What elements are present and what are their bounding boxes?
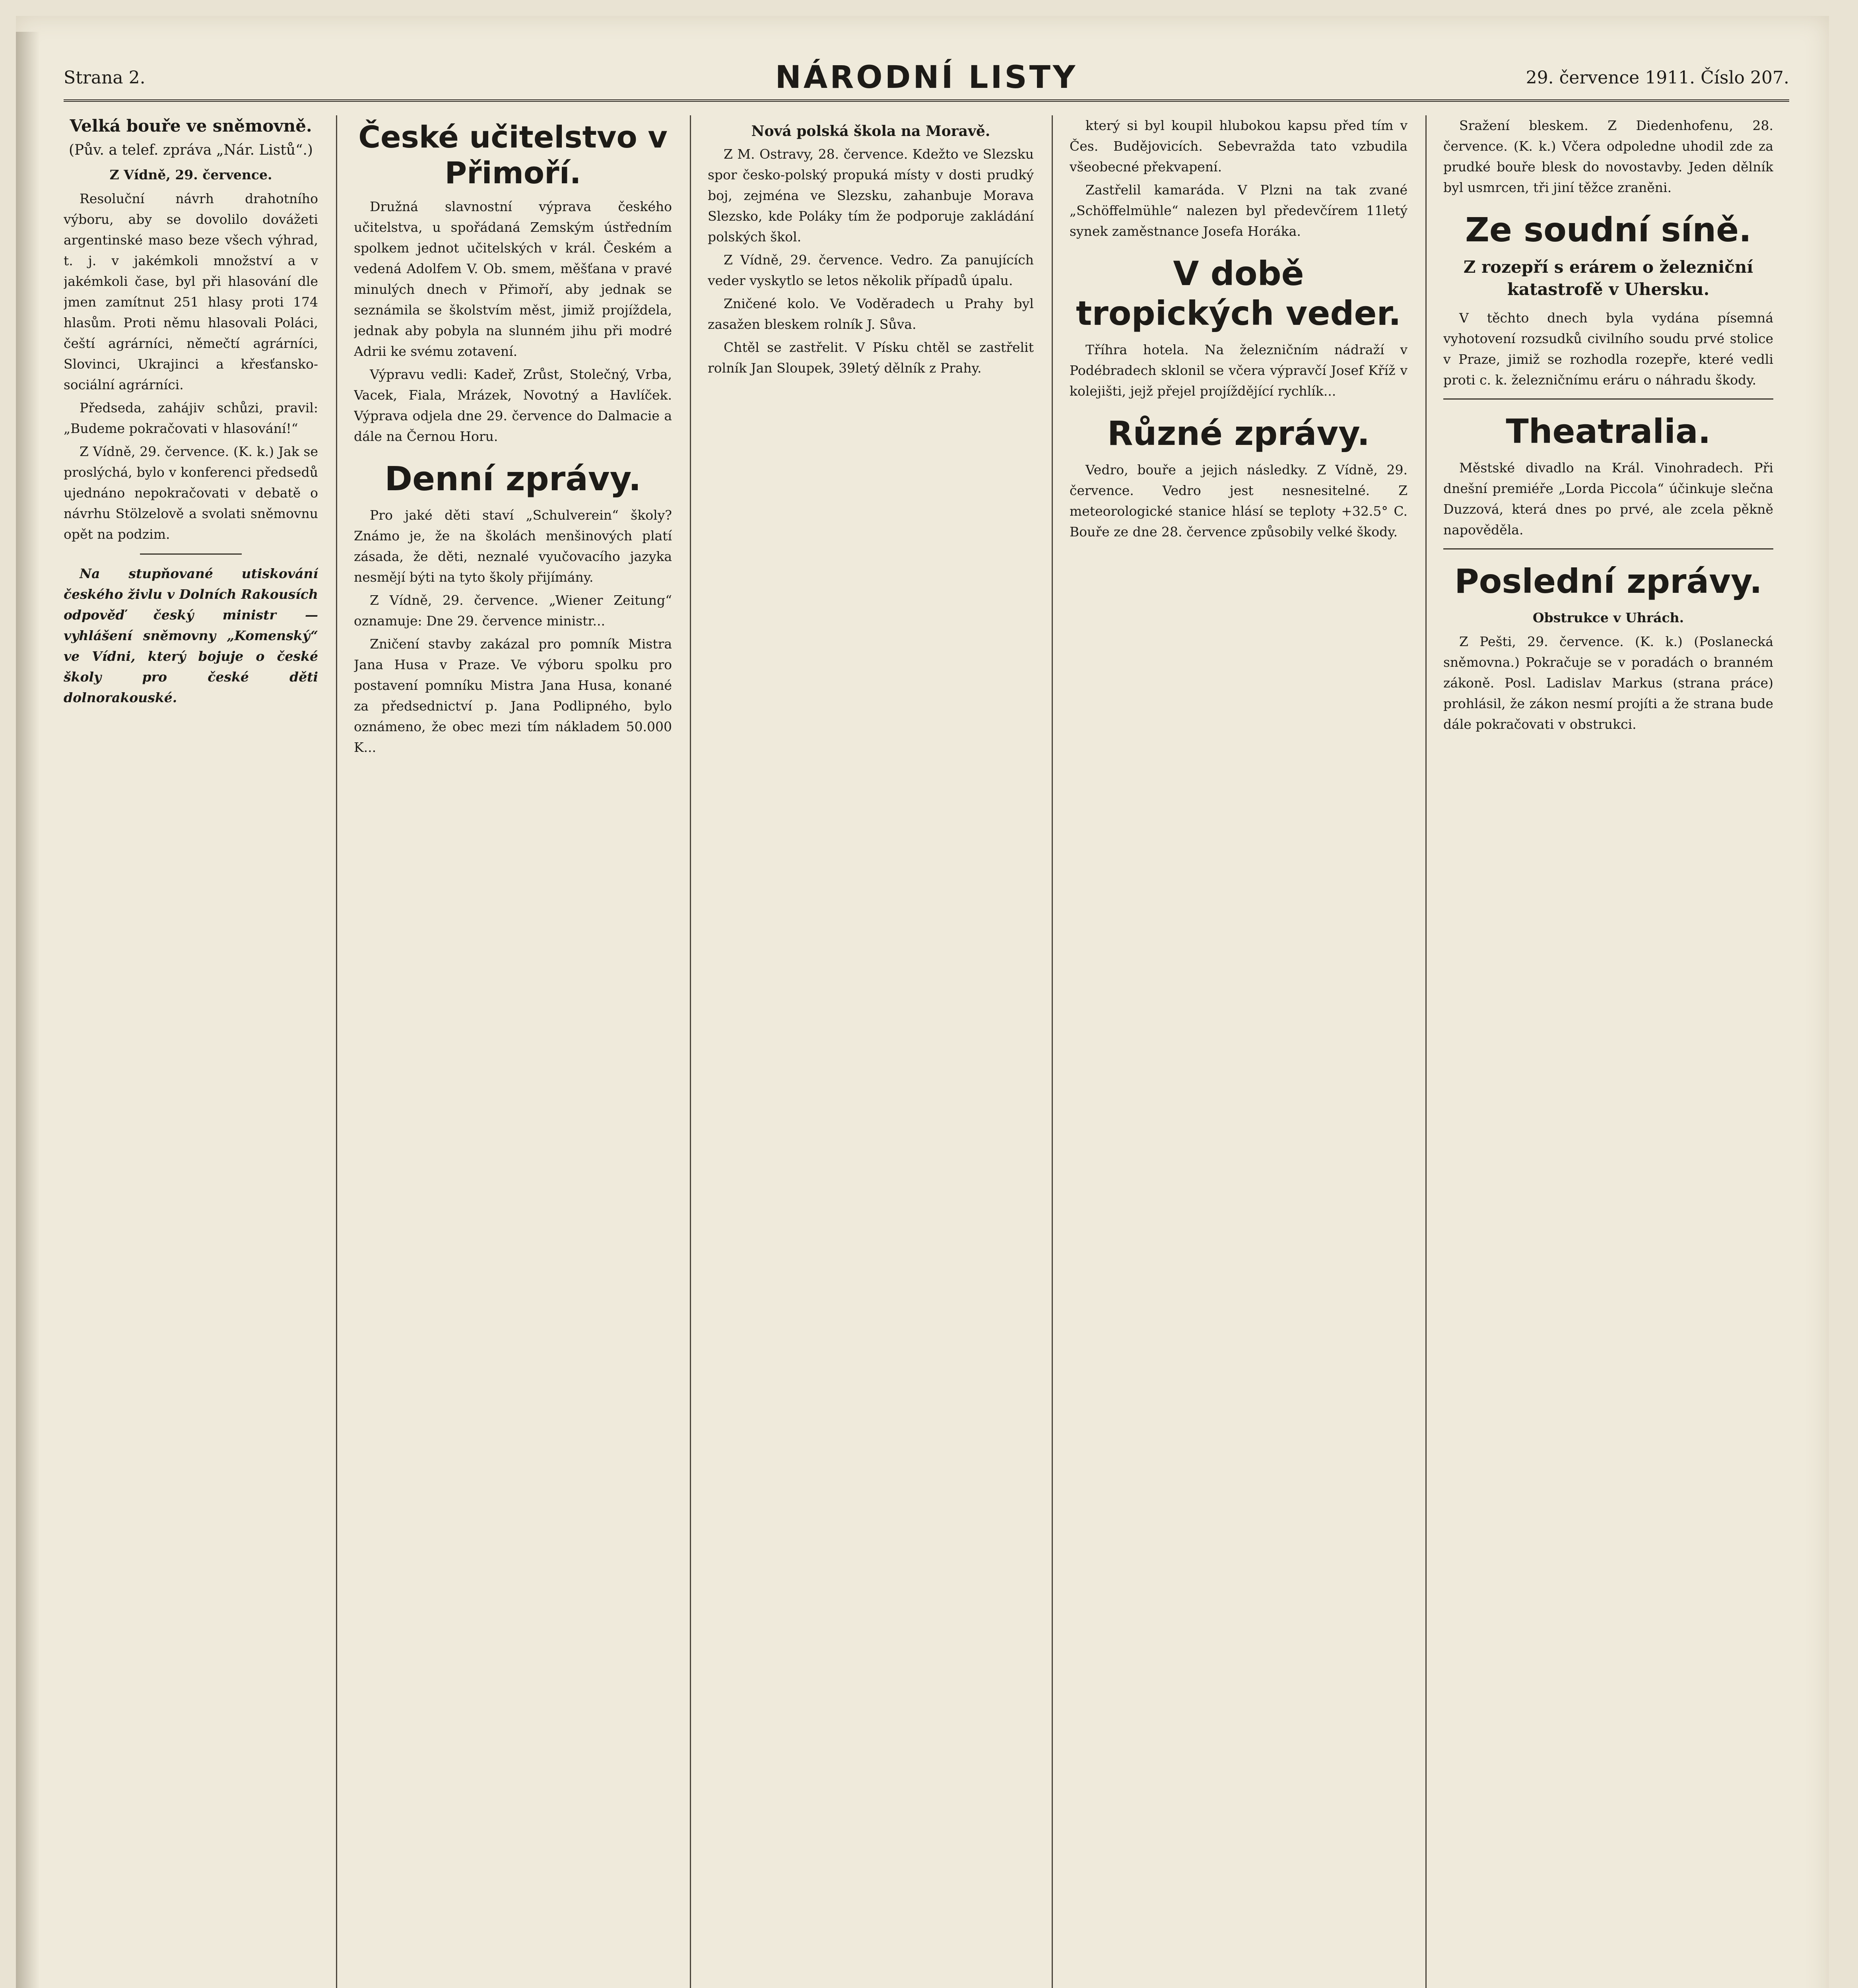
section-subheadline: Z rozepří s erárem o železniční katastrofě v Uhersku. (1463, 257, 1753, 299)
article-paragraph: Z Pešti, 29. července. (K. k.) (Poslanecká sněmovna.) Pokračuje se v poradách o branném zákoně. Posl. Ladislav Markus (strana práce) prohlásil, že zákon nesmí projíti a že strana bude dále pokračovati v obstrukci. (1443, 634, 1773, 732)
page-fold-shadow (16, 32, 40, 1988)
section-subheadline: Obstrukce v Uhrách. (1532, 610, 1684, 625)
article-paragraph: Družná slavnostní výprava českého učitelstva, u spořádaná Zemským ústředním spolkem jednot učitelských v král. Českém a vedená Adolfem V. Ob. smem, měšťana v pravé minulých dnech v Přimoří, aby jednak se seznámila se školstvím měst, jimiž projíždela, jednak aby pobyla na slunném jihu při modré Adrii ke svému zotavení. (354, 199, 672, 359)
column-rule (1425, 115, 1427, 1988)
article-paragraph: V těchto dnech byla vydána písemná vyhotovení rozsudků civilního soudu prvé stolice v Praze, jimiž se rozhodla rozepře, které vedli proti c. k. železničnímu eráru o náhradu škody. (1443, 310, 1773, 388)
newspaper-page (16, 16, 1829, 1988)
column-rule (690, 115, 691, 1988)
section-divider (1443, 548, 1773, 549)
article-dateline: Z Vídně, 29. července. (109, 167, 272, 182)
section-headline: Theatralia. (1506, 412, 1711, 451)
article-paragraph: Z Vídně, 29. července. (K. k.) Jak se proslýchá, bylo v konferenci předsedů ujednáno nepokračovati v debatě o návrhu Stölzelově a svolati sněmovnu opět na podzim. (64, 444, 318, 542)
section-divider (1443, 398, 1773, 400)
article-paragraph: Chtěl se zastřelit. V Písku chtěl se zastřelit rolník Jan Sloupek, 39letý dělník z Prahy. (708, 340, 1034, 376)
article-paragraph: Z Vídně, 29. července. Vedro. Za panujících veder vyskytlo se letos několik případů úpalu. (708, 252, 1034, 288)
section-headline: Poslední zprávy. (1454, 562, 1762, 601)
column-rule (1052, 115, 1053, 1988)
article-paragraph: Předseda, zahájiv schůzi, pravil: „Budeme pokračovati v hlasování!“ (64, 400, 318, 436)
article-headline: Nová polská škola na Moravě. (751, 123, 990, 140)
article-paragraph: Výpravu vedli: Kadeř, Zrůst, Stolečný, Vrba, Vacek, Fiala, Mrázek, Novotný a Havlíček. Výprava odjela dne 29. července do Dalmacie a dále na Černou Horu. (354, 367, 672, 444)
article-paragraph: Pro jaké děti staví „Schulverein“ školy? Známo je, že na školách menšinových platí zásada, že děti, neznalé vyučovacího jazyka nesmějí býti na tyto školy přijímány. (354, 507, 672, 585)
article-paragraph: Z Vídně, 29. července. „Wiener Zeitung“ oznamuje: Dne 29. července ministr... (354, 592, 672, 629)
article-paragraph: Zničení stavby zakázal pro pomník Mistra Jana Husa v Praze. Ve výboru spolku pro postavení pomníku Mistra Jana Husa, konané za předsednictví p. Jana Podlipného, bylo oznámeno, že obec mezi tím nákladem 50.000 K... (354, 636, 672, 755)
section-headline: Denní zprávy. (384, 459, 641, 498)
article-paragraph: Městské divadlo na Král. Vinohradech. Při dnešní premiéře „Lorda Piccola“ účinkuje slečna Duzzová, která dnes po prvé, ale zcela pěkně napověděla. (1443, 460, 1773, 538)
article-paragraph: Sražení bleskem. Z Diedenhofenu, 28. července. (K. k.) Včera odpoledne uhodil zde za prudké bouře blesk do novostavby. Jeden dělník byl usmrcen, tři jiní těžce zraněni. (1443, 118, 1773, 195)
section-headline: Různé zprávy. (1107, 414, 1370, 453)
issue-date: 29. července 1911. Číslo 207. (1526, 68, 1789, 88)
article-source: (Pův. a telef. zpráva „Nár. Listů“.) (69, 142, 313, 158)
column-5 (1443, 115, 1773, 1988)
article-headline: Velká bouře ve sněmovně. (70, 116, 312, 136)
masthead (64, 52, 1789, 102)
column-4 (1070, 115, 1408, 1988)
section-headline: V době tropických veder. (1076, 254, 1401, 333)
article-headline: České učitelstvo v Přimoří. (358, 119, 668, 190)
article-paragraph: Resoluční návrh drahotního výboru, aby se dovolilo dovážeti argentinské maso beze všech výhrad, t. j. v jakémkoli množství a v jakémkoli čase, byl při hlasování dle jmen zamítnut 251 hlasy proti 174 hlasům. Proti němu hlasovali Poláci, čeští agrárníci, němečtí agrárníci, Slovinci, Ukrajinci a křesťansko-sociální agrárníci. (64, 191, 318, 392)
column-1 (64, 115, 318, 1988)
article-paragraph: Vedro, bouře a jejich následky. Z Vídně, 29. července. Vedro jest nesnesitelné. Z meteorologické stanice hlásí se teploty +32.5° C. Bouře ze dne 28. července způsobily velké škody. (1070, 462, 1408, 540)
article-paragraph: Tříhra hotela. Na železničním nádraží v Podébradech sklonil se včera výpravčí Josef Kříž v kolejišti, jejž přejel projíždějící rychlík... (1070, 342, 1408, 399)
column-rule (336, 115, 337, 1988)
newspaper-title: NÁRODNÍ LISTY (775, 60, 1078, 95)
column-3 (708, 115, 1034, 1988)
article-paragraph: Z M. Ostravy, 28. července. Kdežto ve Slezsku spor česko-polský propuká místy v dosti prudký boj, zejména ve Slezsku, zahanbuje Morava Slezsko, kde Poláky tím že podporuje zakládání polských škol. (708, 146, 1034, 245)
article-paragraph: Zničené kolo. Ve Voděradech u Prahy byl zasažen bleskem rolník J. Sůva. (708, 296, 1034, 332)
column-2 (354, 115, 672, 1988)
article-paragraph: který si byl koupil hlubokou kapsu před tím v Čes. Budějovicích. Sebevražda tato vzbudila všeobecné překvapení. (1070, 118, 1408, 175)
section-divider (140, 553, 242, 555)
closing-note: Na stupňované utiskování českého živlu v Dolních Rakousích odpověď český ministr — vyhlášení sněmovny „Komenský“ ve Vídni, který bojuje o české školy pro české děti dolnorakouské. (64, 566, 318, 705)
page-number: Strana 2. (64, 68, 146, 88)
article-paragraph: Zastřelil kamaráda. V Plzni na tak zvané „Schöffelmühle“ nalezen byl předevčírem 11letý synek zaměstnance Josefa Horáka. (1070, 182, 1408, 239)
section-headline: Ze soudní síně. (1465, 210, 1752, 249)
